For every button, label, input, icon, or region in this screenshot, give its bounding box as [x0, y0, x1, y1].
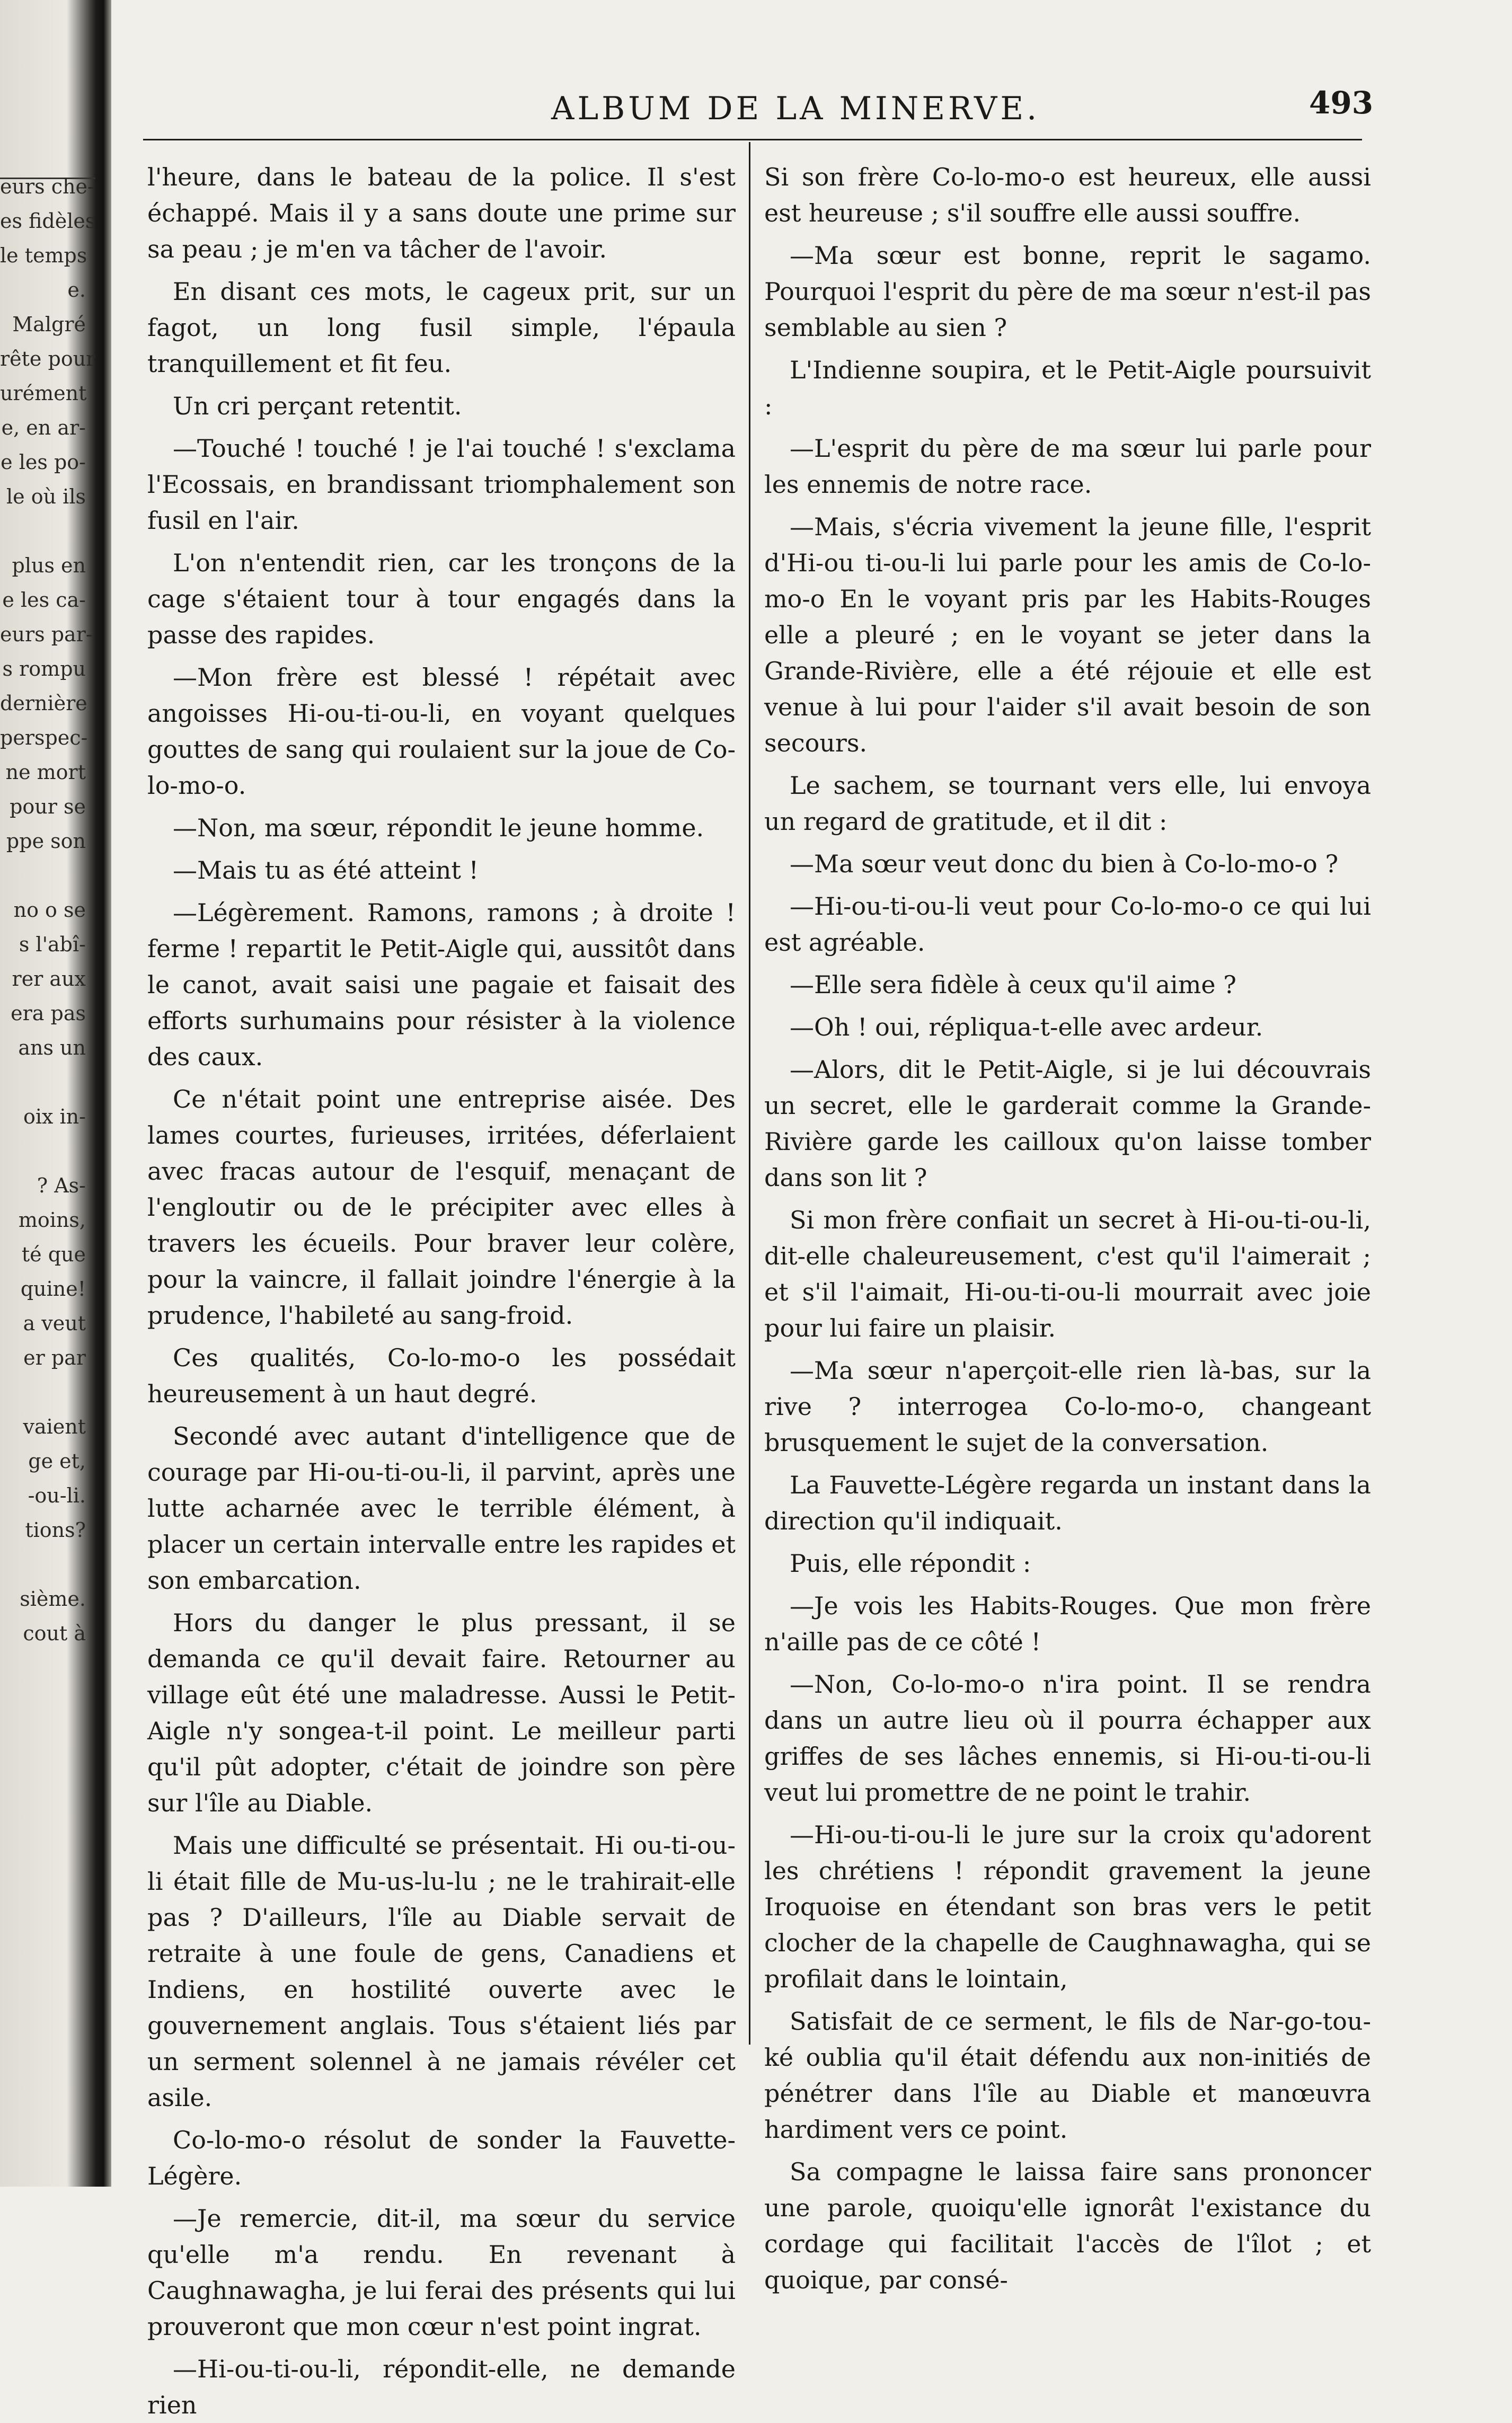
right-column [764, 159, 1371, 2294]
paragraph: —Touché ! touché ! je l'ai touché ! s'exclama l'Ecossais, en brandissant triomphalement son fusil en l'air. [147, 434, 736, 535]
margin-fragment: té que [21, 1243, 86, 1266]
margin-fragment: pour se [10, 795, 86, 818]
previous-page-margin-text [0, 170, 96, 2130]
margin-fragment [0, 1134, 89, 1169]
paragraph: —Je remercie, dit-il, ma sœur du service qu'elle m'a rendu. En revenant à Caughnawagha, je lui ferai des présents qui lui prouveront que mon cœur n'est point ingrat. [147, 2204, 736, 2341]
paragraph: En disant ces mots, le cageux prit, sur un fagot, un long fusil simple, l'épaula tranquillement et fit feu. [147, 277, 736, 378]
margin-fragment: tions? [25, 1518, 86, 1542]
paragraph: Si mon frère confiait un secret à Hi-ou-ti-ou-li, dit-elle chaleureusement, c'est qu'il l'aimerait ; et s'il l'aimait, Hi-ou-ti-ou-li mourrait avec joie pour lui faire un plaisir. [764, 1206, 1371, 1342]
margin-fragment [0, 1547, 89, 1582]
paragraph: —Non, ma sœur, répondit le jeune homme. [173, 813, 704, 842]
paragraph: Co-lo-mo-o résolut de sonder la Fauvette-Légère. [147, 2126, 736, 2190]
paragraph: —Oh ! oui, répliqua-t-elle avec ardeur. [790, 1013, 1263, 1041]
column-divider [749, 142, 750, 2045]
paragraph: —Mais tu as été atteint ! [173, 856, 479, 885]
paragraph: —Ma sœur est bonne, reprit le sagamo. Pourquoi l'esprit du père de ma sœur n'est-il pas semblable au sien ? [764, 241, 1371, 342]
margin-fragment: perspec- [0, 726, 88, 749]
running-head: ALBUM DE LA MINERVE. [551, 90, 1040, 127]
paragraph: —Mon frère est blessé ! répétait avec angoisses Hi-ou-ti-ou-li, en voyant quelques gouttes de sang qui roulaient sur la joue de Co-lo-mo-o. [147, 663, 736, 800]
margin-fragment: e. [67, 278, 86, 302]
margin-fragment: eurs che- [0, 175, 94, 198]
paragraph: Satisfait de ce serment, le fils de Nar-go-tou-ké oublia qu'il était défendu aux non-initiés de pénétrer dans l'île au Diable et manœuvra hardiment vers ce point. [764, 2007, 1371, 2144]
paragraph: —Ma sœur n'aperçoit-elle rien là-bas, sur la rive ? interrogea Co-lo-mo-o, changeant brusquement le sujet de la conversation. [764, 1356, 1371, 1457]
paragraph: Mais une difficulté se présentait. Hi ou-ti-ou-li était fille de Mu-us-lu-lu ; ne le trahirait-elle pas ? D'ailleurs, l'île au Diable servait de retraite à une foule de gens, Canadiens et Indiens, en hostilité ouverte avec le gouvernement anglais. Tous s'étaient liés par un serment solennel à ne jamais révéler cet asile. [147, 1831, 736, 2112]
margin-fragment [0, 1375, 89, 1410]
page-number: 493 [1309, 85, 1374, 121]
margin-fragment: vaient [23, 1415, 86, 1438]
margin-fragment: es fidèles [0, 209, 96, 233]
paragraph: Si son frère Co-lo-mo-o est heureux, elle aussi est heureuse ; s'il souffre elle aussi souffre. [764, 163, 1371, 227]
paragraph: L'on n'entendit rien, car les tronçons de la cage s'étaient tour à tour engagés dans la passe des rapides. [147, 549, 736, 649]
paragraph: —Je vois les Habits-Rouges. Que mon frère n'aille pas de ce côté ! [764, 1591, 1371, 1656]
margin-fragment: urément [0, 382, 87, 405]
margin-fragment: rer aux [12, 967, 86, 991]
paragraph: Secondé avec autant d'intelligence que de courage par Hi-ou-ti-ou-li, il parvint, après une lutte acharnée avec le terrible élément, à placer un certain intervalle entre les rapides et son embarcation. [147, 1422, 736, 1595]
margin-fragment [0, 1065, 89, 1100]
margin-fragment: plus en [12, 554, 86, 577]
left-column [147, 159, 736, 2419]
margin-fragment: e, en ar- [1, 416, 86, 439]
paragraph: —Elle sera fidèle à ceux qu'il aime ? [790, 970, 1236, 999]
margin-fragment: e les ca- [2, 588, 86, 612]
margin-fragment [0, 859, 89, 893]
paragraph: —Non, Co-lo-mo-o n'ira point. Il se rendra dans un autre lieu où il pourra échapper aux griffes de ses lâches ennemis, si Hi-ou-ti-ou-li veut lui promettre de ne point le trahir. [764, 1670, 1371, 1807]
margin-fragment: eurs par- [0, 623, 93, 646]
paragraph: —Hi-ou-ti-ou-li veut pour Co-lo-mo-o ce qui lui est agréable. [764, 892, 1371, 957]
margin-fragment [0, 514, 89, 549]
paragraph: —Légèrement. Ramons, ramons ; à droite ! ferme ! repartit le Petit-Aigle qui, aussitôt dans le canot, avait saisi une pagaie et faisait des efforts surhumains pour résister à la violence des caux. [147, 898, 736, 1071]
margin-fragment: oix in- [23, 1105, 86, 1128]
paragraph: l'heure, dans le bateau de la police. Il s'est échappé. Mais il y a sans doute une prime sur sa peau ; je m'en va tâcher de l'avoir. [147, 163, 736, 263]
header-rule [143, 139, 1362, 140]
paragraph: Ce n'était point une entreprise aisée. Des lames courtes, furieuses, irritées, déferlaient avec fracas autour de l'esquif, menaçant de l'engloutir ou de le précipiter avec elles à travers les écueils. Pour braver leur colère, pour la vaincre, il fallait joindre l'énergie à la prudence, l'habileté au sang-froid. [147, 1085, 736, 1330]
paragraph: —Mais, s'écria vivement la jeune fille, l'esprit d'Hi-ou ti-ou-li lui parle pour les amis de Co-lo-mo-o En le voyant pris par les Habits-Rouges elle a pleuré ; en le voyant se jeter dans la Grande-Rivière, elle a été réjouie et elle est venue à lui pour l'aider s'il avait besoin de son secours. [764, 512, 1371, 757]
margin-fragment: no o se [13, 898, 86, 922]
margin-fragment: e les po- [1, 450, 86, 474]
margin-fragment: quine! [20, 1277, 86, 1301]
margin-fragment: s l'abî- [19, 933, 86, 956]
paragraph: —Alors, dit le Petit-Aigle, si je lui découvrais un secret, elle le garderait comme la Grande-Rivière garde les cailloux qu'on laisse tomber dans son lit ? [764, 1055, 1371, 1192]
margin-fragment: rête pour [0, 347, 96, 370]
margin-fragment: ? As- [37, 1174, 86, 1197]
paragraph: La Fauvette-Légère regarda un instant dans la direction qu'il indiquait. [764, 1471, 1371, 1535]
margin-fragment: cout à [23, 1622, 86, 1645]
margin-fragment: dernière [0, 692, 87, 715]
margin-fragment: s rompu [2, 657, 86, 680]
paragraph: Ces qualités, Co-lo-mo-o les possédait heureusement à un haut degré. [147, 1343, 736, 1408]
margin-fragment: le où ils [6, 485, 86, 508]
paragraph: L'Indienne soupira, et le Petit-Aigle poursuivit : [764, 356, 1371, 420]
margin-fragment: Malgré [12, 313, 86, 336]
margin-fragment: -ou-li. [28, 1484, 86, 1507]
margin-fragment: ppe son [6, 829, 86, 853]
margin-fragment: ge et, [28, 1449, 86, 1473]
margin-fragment: le temps [0, 244, 87, 267]
paragraph: Sa compagne le laissa faire sans prononcer une parole, quoiqu'elle ignorât l'existance du cordage qui facilitait l'accès de l'îlot ; et quoique, par consé- [764, 2157, 1371, 2294]
paragraph: Un cri perçant retentit. [173, 392, 462, 420]
paragraph: Puis, elle répondit : [790, 1549, 1031, 1578]
paragraph: Le sachem, se tournant vers elle, lui envoya un regard de gratitude, et il dit : [764, 771, 1371, 836]
paragraph: —Hi-ou-ti-ou-li le jure sur la croix qu'adorent les chrétiens ! répondit gravement la jeune Iroquoise en étendant son bras vers le petit clocher de la chapelle de Caughnawagha, qui se profilait dans le lointain, [764, 1820, 1371, 1993]
paragraph: —Hi-ou-ti-ou-li, répondit-elle, ne demande rien [147, 2355, 736, 2419]
paragraph: Hors du danger le plus pressant, il se demanda ce qu'il devait faire. Retourner au village eût été une maladresse. Aussi le Petit-Aigle n'y songea-t-il point. Le meilleur parti qu'il pût adopter, c'était de joindre son père sur l'île au Diable. [147, 1608, 736, 1817]
margin-fragment: moins, [18, 1208, 86, 1232]
margin-fragment: sième. [20, 1587, 86, 1611]
margin-fragment: era pas [11, 1002, 86, 1025]
margin-fragment: a veut [23, 1312, 86, 1335]
margin-fragment: ne mort [5, 760, 86, 784]
margin-fragment: er par [23, 1346, 86, 1369]
margin-fragment: ans un [18, 1036, 86, 1059]
paragraph: —L'esprit du père de ma sœur lui parle pour les ennemis de notre race. [764, 434, 1371, 499]
paragraph: —Ma sœur veut donc du bien à Co-lo-mo-o ? [790, 850, 1339, 878]
